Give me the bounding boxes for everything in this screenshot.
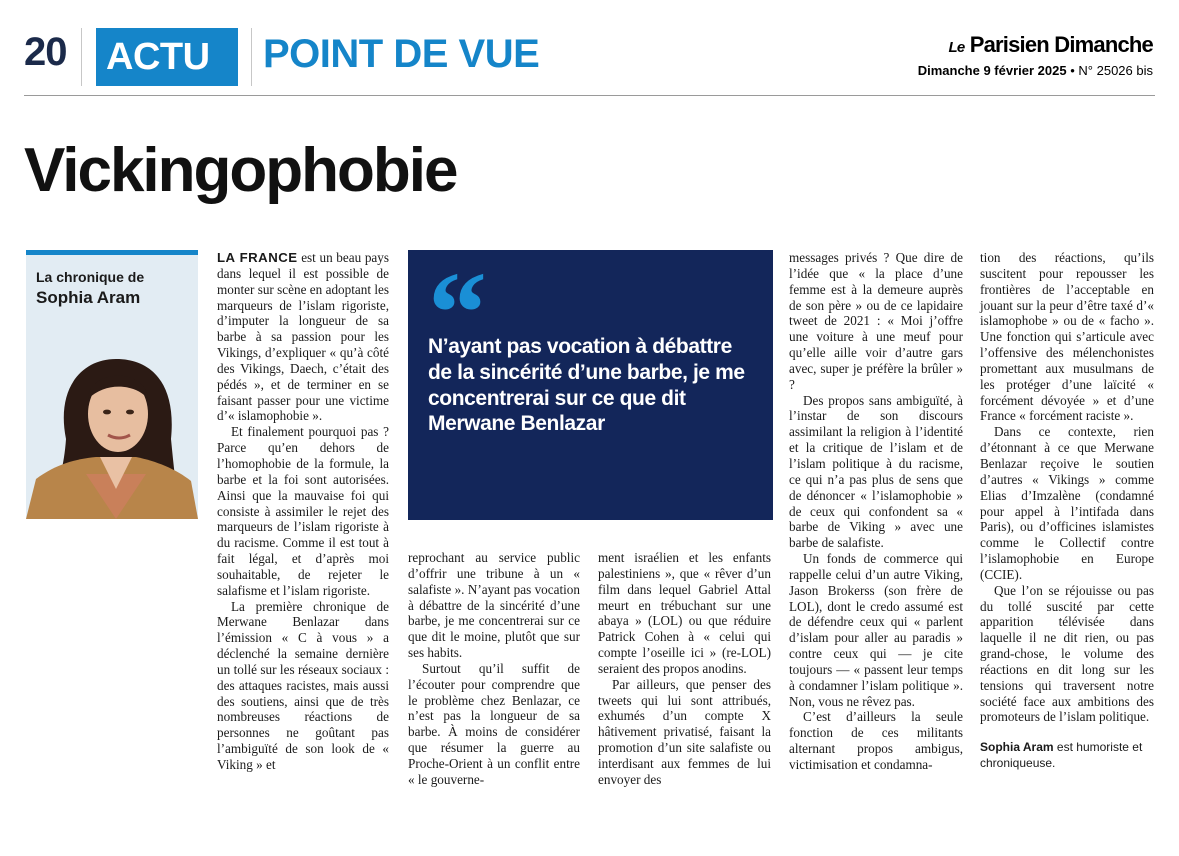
- article-paragraph: Par ailleurs, que penser des tweets qui lui sont attribués, exhumés d’un compte X hâtivement privatisé, faisant la promotion d’un site salafiste ou interdisant aux femmes de lui envoyer des: [598, 676, 771, 787]
- masthead-logo: [949, 32, 1153, 58]
- article-column-1: [217, 250, 389, 773]
- author-name: Sophia Aram: [36, 288, 141, 307]
- article-paragraph: C’est d’ailleurs la seule fonction de ces militants alternant propos ambigus, victimisation et condamna-: [789, 709, 963, 772]
- article-column-5: [980, 250, 1154, 771]
- article-paragraph: Des propos sans ambiguïté, à l’instar de son discours assimilant la religion à l’identité et la critique de l’islam et de l’islam politique à du racisme, ce qui n’a pas plus de sens que de dénoncer « l’islamophobie » de ceux qui confondent sa « barbe de Viking » avec une barbe de salafiste.: [789, 392, 963, 551]
- section-label: ACTU: [96, 28, 238, 86]
- article-paragraph: Surtout qu’il suffit de l’écouter pour comprendre que le problème chez Benlazar, ce n’est pas la longueur de sa barbe. À moins de considérer que résumer la guerre au Proche-Orient à un conflit entre « le gouverne-: [408, 660, 580, 787]
- signature-role: est humoriste et chroniqueuse.: [980, 740, 1143, 771]
- article-column-2: [408, 550, 580, 788]
- header-rule: [24, 95, 1155, 96]
- chronicle-box: [26, 250, 198, 519]
- bullet: •: [1070, 63, 1075, 78]
- issue-number: N° 25026 bis: [1078, 63, 1153, 78]
- author-signature: [980, 739, 1154, 771]
- article-paragraph: [217, 250, 389, 424]
- article-paragraph: La première chronique de Merwane Benlazar dans l’émission « C à vous » a déclenché la semaine dernière un tollé sur les réseaux sociaux : des attaques racistes, mais aussi des soutiens, ainsi que de très nombreuses réactions de personnes ne goûtant pas l’ambiguïté de son look de « Viking » et: [217, 598, 389, 772]
- article-paragraph: Et finalement pourquoi pas ? Parce qu’en dehors de l’homophobie de la formule, la barbe et la foi sont autorisées. Ainsi que la mauvaise foi qui consiste à assimiler le rejet des marqueurs de l’islam rigoriste à du racisme. Comme il est tout à fait légal, et d’après moi souhaitable, de rejeter le salafisme et l’islam rigoriste.: [217, 424, 389, 598]
- chronicle-label: La chronique de: [36, 269, 145, 285]
- dateline: [918, 63, 1153, 78]
- page-number: 20: [24, 30, 67, 74]
- issue-date: Dimanche 9 février 2025: [917, 63, 1067, 78]
- article-paragraph: Que l’on se réjouisse ou pas du tollé suscité par cette apparition télévisée dans laquelle il ne dit rien, ou pas grand-chose, le volume des réactions en dit long sur les tensions qui traversent notre société face aux ambitions des promoteurs de l’islam politique.: [980, 582, 1154, 725]
- pull-quote-text: N’ayant pas vocation à débattre de la sincérité d’une barbe, je me concentrerai sur ce que dit Merwane Benlazar: [428, 335, 745, 436]
- header-divider: [251, 28, 252, 86]
- signature-name: Sophia Aram: [980, 740, 1054, 755]
- headline: Vickingophobie: [24, 136, 457, 205]
- pull-quote: [408, 247, 773, 520]
- article-paragraph: reprochant au service public d’offrir une tribune à un « salafiste ». N’ayant pas vocation à débattre de la sincérité d’une barbe, je me concentrerai sur ce que dit le moine, plutôt que sur ses habits.: [408, 550, 580, 661]
- subsection-label: POINT DE VUE: [263, 32, 540, 76]
- article-lead: LA FRANCE: [217, 250, 298, 265]
- article-column-4: [789, 250, 963, 773]
- article-paragraph: ment israélien et les enfants palestiniens », que « rêver d’un film dans lequel Gabriel Attal meurt en trébuchant sur une abaya » (LOL) ou que réduire Patrick Cohen à « celui qui compte l’oseille ici » (re-LOL) seraient des propos anodins.: [598, 550, 771, 676]
- article-paragraph: tion des réactions, qu’ils suscitent pour repousser les frontières de l’acceptable en jouant sur la peur d’être taxé d’« islamophobe » ou de « facho ». Une fonction qui s’articule avec l’offensive des mélenchonistes promettant aux musulmans de les protéger d’une laïcité « forcément dévoyée » et d’une France « forcément raciste ».: [980, 250, 1154, 424]
- article-text: est un beau pays dans lequel il est possible de monter sur scène en adoptant les marqueurs de l’islam rigoriste, d’imputer la longueur de sa barbe à sa passion pour les Vikings, d’expliquer « qu’à côté des Vikings, Daech, c’était des pédés », et de terminer en se faisant passer pour une victime d’« islamophobie ».: [217, 250, 390, 424]
- article-paragraph: Dans ce contexte, rien d’étonnant à ce que Merwane Benlazar reçoive le soutien d’autres « Vikings » comme Elias d’Imzalène (condamné pour appel à l’intifada dans Paris), ou d’officines islamistes comme le Collectif contre l’islamophobie en Europe (CCIE).: [980, 424, 1154, 582]
- quote-mark-icon: “: [428, 247, 487, 378]
- article-column-3: [598, 550, 771, 788]
- author-portrait: [26, 329, 198, 519]
- article-paragraph: Un fonds de commerce qui rappelle celui d’un autre Viking, Jason Brokerss (son frère de LOL), dont le credo assumé est de défendre ceux qui « parlent d’islam pour aller au paradis » contre ceux qui — je cite toujours — « passent leur temps à condamner l’islam politique ». Non, vous ne rêvez pas.: [789, 551, 963, 709]
- masthead-le: Le: [948, 39, 965, 56]
- masthead-name: Parisien Dimanche: [969, 32, 1153, 57]
- header-divider: [81, 28, 82, 86]
- article-paragraph: messages privés ? Que dire de l’idée que « la place d’une femme est à la demeure auprès de son père » ou de ce lapidaire tweet de 2021 : « Moi j’offre une voiture à une meuf pour qu’elle aille voir d’autre gars avec, super je préfère la brûler » ?: [789, 250, 963, 392]
